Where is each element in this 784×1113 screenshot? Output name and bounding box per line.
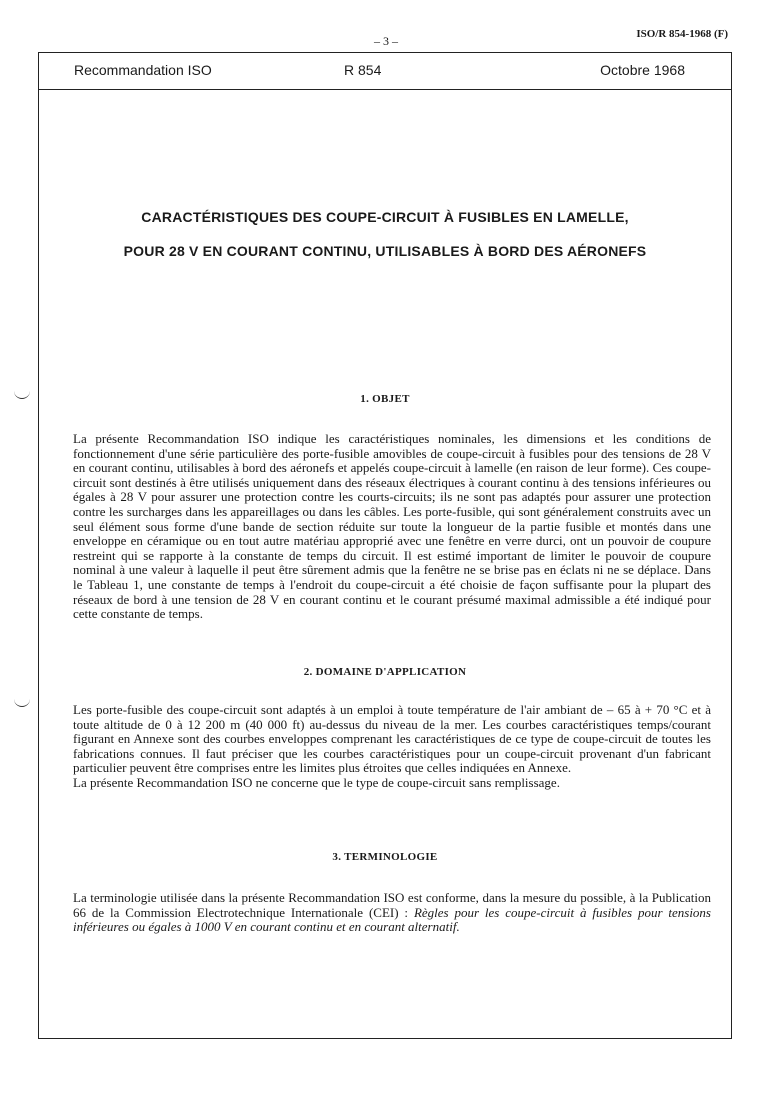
page-number: – 3 –	[374, 34, 398, 48]
section-heading-objet: 1. OBJET	[360, 393, 410, 405]
document-reference: ISO/R 854-1968 (F)	[636, 28, 728, 40]
paragraph: Les porte-fusible des coupe-circuit sont adaptés à un emploi à toute température de l'air ambiant de – 65 à + 70 °C et à toute altitude de 0 à 12 200 m (40 000 ft) au-dessus du niveau de la mer. Les courbes caractéristiques temps/courant figurant en Annexe sont des courbes enveloppes comprenant les caractéristiques de ce type de coupe-circuit de toutes les fabrications connues. Il faut préciser que les courbes caractéristiques pour un coupe-circuit provenant d'un fabricant particulier peuvent être comprises entre les limites plus étroites que celles indiquées en Annexe.	[73, 702, 711, 776]
header-left: Recommandation ISO	[74, 62, 212, 78]
paragraph: La présente Recommandation ISO indique les caractéristiques nominales, les dimensions et les conditions de fonctionnement d'une série particulière des porte-fusible amovibles de coupe-circuit à fusibles pour des tensions de 28 V en courant continu, utilisables à bord des aéronefs et appelés coupe-circuit à lamelle (en raison de leur forme). Ces coupe-circuit sont destinés à être utilisés uniquement dans des réseaux électriques à courant continu à des tensions inférieures ou égales à 28 V pour assurer une protection contre les courts-circuits; ils ne sont pas adaptés pour assurer une protection contre les surcharges dans les appareillages ou dans les câbles. Les porte-fusible, qui sont généralement construits avec un seul élément sous forme d'une bande de section réduite sur toute la longueur de la partie fusible et montés dans une enveloppe en céramique ou en tout autre matériau approprié avec une fenêtre en verre durci, ont un pouvoir de coupure restreint qui se rapporte à la constante de temps du circuit. Il est estimé important de limiter le pouvoir de coupure nominal à une valeur à laquelle il peut être sûrement admis que la fenêtre ne se brise pas en éclats ni ne se déplace. Dans le Tableau 1, une constante de temps à l'endroit du coupe-circuit a été choisie de façon suffisante pour la plupart des réseaux de bord à une tension de 28 V en courant continu et le courant présumé maximal admissible a été indiqué pour cette constante de temps.	[73, 431, 711, 622]
section-heading-terminologie: 3. TERMINOLOGIE	[332, 851, 438, 863]
section-body-objet	[73, 432, 711, 622]
margin-mark	[14, 390, 30, 399]
margin-mark	[14, 698, 30, 707]
title-line-1: CARACTÉRISTIQUES DES COUPE-CIRCUIT À FUSIBLES EN LAMELLE,	[141, 209, 629, 225]
section-heading-domaine: 2. DOMAINE D'APPLICATION	[303, 666, 467, 678]
publication-title: Règles pour les coupe-circuit à fusibles pour tensions inférieures ou égales à 1000 V en courant continu et en courant alternatif.	[73, 904, 711, 935]
section-body-domaine	[73, 703, 711, 791]
paragraph: La présente Recommandation ISO ne concerne que le type de coupe-circuit sans remplissage.	[73, 774, 560, 790]
paragraph-text: La terminologie utilisée dans la présente Recommandation ISO est conforme, dans la mesure du possible, à la Publication 66 de la Commission Electrotechnique Internationale (CEI) :	[73, 890, 711, 920]
section-body-terminologie	[73, 891, 711, 935]
page-frame	[38, 52, 732, 1039]
header-date: Octobre 1968	[600, 62, 685, 78]
header-standard-number: R 854	[344, 62, 382, 78]
header-row	[39, 53, 731, 90]
paragraph	[73, 891, 711, 935]
title-line-2: POUR 28 V EN COURANT CONTINU, UTILISABLES À BORD DES AÉRONEFS	[123, 243, 647, 259]
